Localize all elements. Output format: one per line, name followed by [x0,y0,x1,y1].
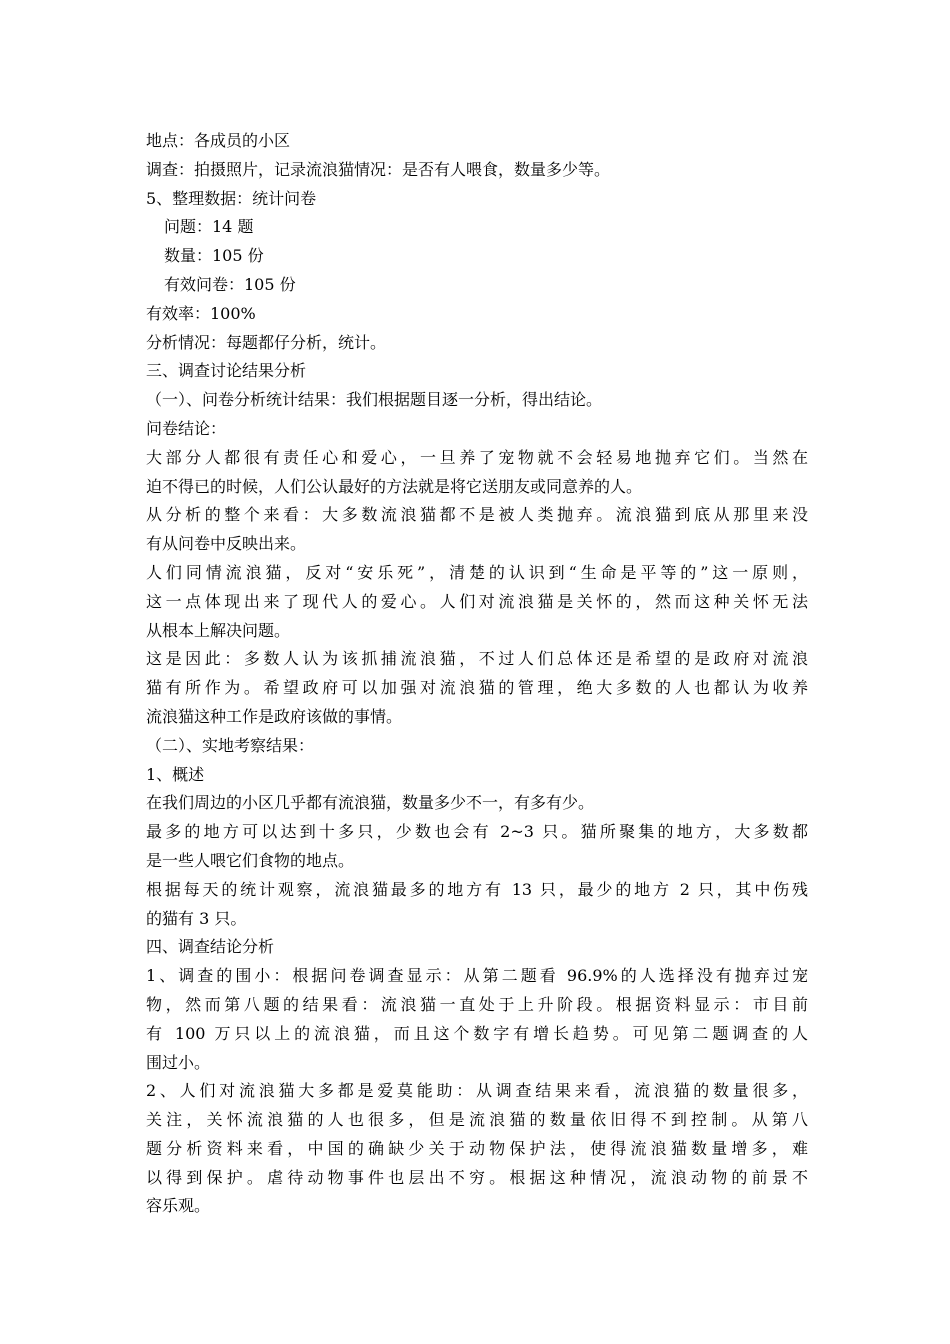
paragraph-line: 迫不得已的时候，人们公认最好的方法就是将它送朋友或同意养的人。 [146,476,643,496]
paragraph-line: 题分析资料来看，中国的确缺少关于动物保护法，使得流浪猫数量增多，难 [146,1138,808,1158]
text-line: 数量：105 份 [164,246,264,266]
paragraph-line: 关注，关怀流浪猫的人也很多，但是流浪猫的数量依旧得不到控制。从第八 [146,1110,808,1130]
paragraph-line: 人们同情流浪猫，反对“安乐死”，清楚的认识到“生命是平等的”这一原则， [146,562,808,582]
paragraph-line: 这是因此：多数人认为该抓捕流浪猫，不过人们总体还是希望的是政府对流浪 [146,649,808,669]
paragraph-line: 1、调查的围小：根据问卷调查显示：从第二题看 96.9%的人选择没有抛弃过宠 [146,966,808,986]
paragraph-line: 这一点体现出来了现代人的爱心。人们对流浪猫是关怀的，然而这种关怀无法 [146,591,808,611]
paragraph-line: 以得到保护。虐待动物事件也层出不穷。根据这种情况，流浪动物的前景不 [146,1167,808,1187]
section-heading: 四、调查结论分析 [146,937,275,957]
text-line: 分析情况：每题都仔分析，统计。 [146,332,387,352]
paragraph-line: 是一些人喂它们食物的地点。 [146,850,355,870]
section-heading: 5、整理数据：统计问卷 [146,188,317,208]
paragraph-line: 猫有所作为。希望政府可以加强对流浪猫的管理，绝大多数的人也都认为收养 [146,678,808,698]
text-line: 地点：各成员的小区 [146,131,291,150]
paragraph-line: 从根本上解决问题。 [146,620,291,640]
paragraph-line: 流浪猫这种工作是政府该做的事情。 [146,706,403,726]
paragraph-line: 根据每天的统计观察，流浪猫最多的地方有 13 只，最少的地方 2 只，其中伤残 [146,879,808,899]
paragraph-line: 的猫有 3 只。 [146,908,247,928]
text-line: 有效率：100% [146,303,256,323]
paragraph-line: 有 100 万只以上的流浪猫，而且这个数字有增长趋势。可见第二题调查的人 [146,1023,808,1043]
paragraph-line: 有从问卷中反映出来。 [146,534,307,554]
text-line: 问题：14 题 [164,217,254,237]
subsection-heading: （一）、问卷分析统计结果：我们根据题目逐一分析，得出结论。 [146,390,603,410]
document-body [146,127,808,1221]
paragraph-line: 容乐观。 [146,1196,211,1216]
section-heading: 三、调查讨论结果分析 [146,361,307,381]
text-line: 有效问卷：105 份 [164,274,296,294]
paragraph-line: 2、人们对流浪猫大多都是爱莫能助：从调查结果来看，流浪猫的数量很多， [146,1081,808,1101]
paragraph-line: 最多的地方可以达到十多只，少数也会有 2~3 只。猫所聚集的地方，大多数都 [146,822,808,842]
text-line: 1、概述 [146,764,205,784]
paragraph-line: 围过小。 [146,1052,211,1072]
text-line: 调查：拍摄照片，记录流浪猫情况：是否有人喂食，数量多少等。 [146,159,611,179]
paragraph-line: 从分析的整个来看：大多数流浪猫都不是被人类抛弃。流浪猫到底从那里来没 [146,505,808,525]
text-line: 问卷结论： [146,418,227,438]
paragraph-line: 在我们周边的小区几乎都有流浪猫，数量多少不一，有多有少。 [146,793,595,813]
paragraph-line: 大部分人都很有责任心和爱心，一旦养了宠物就不会轻易地抛弃它们。当然在 [146,447,808,467]
subsection-heading: （二）、实地考察结果： [146,735,315,755]
paragraph-line: 物，然而第八题的结果看：流浪猫一直处于上升阶段。根据资料显示：市目前 [146,994,808,1014]
